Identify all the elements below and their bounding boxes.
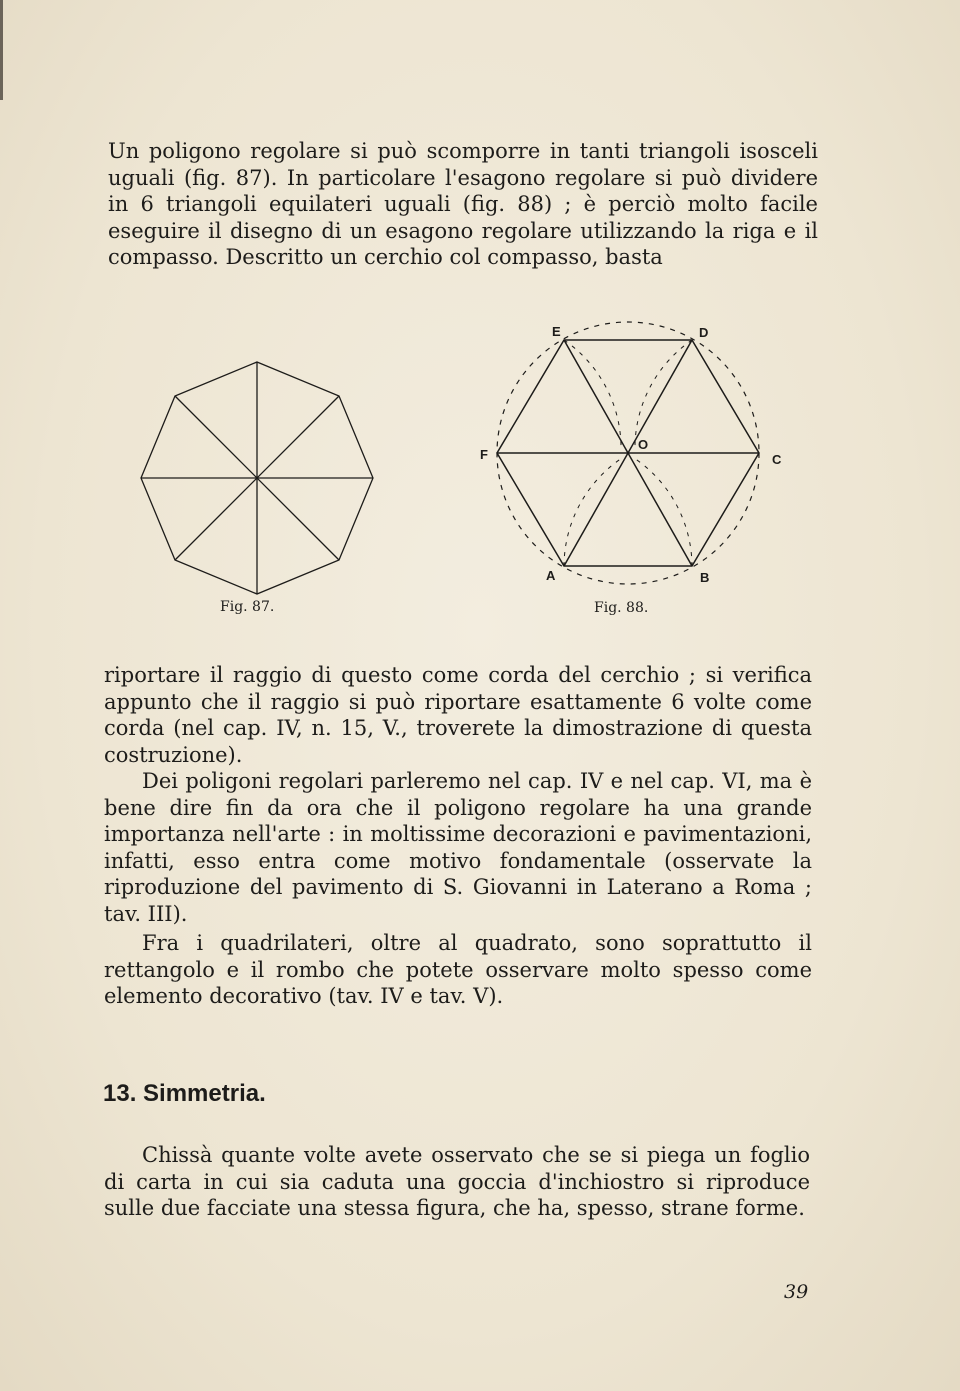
intro-paragraph: Un poligono regolare si può scomporre in tanti triangoli isosceli uguali (fig. 87). In particolare l'esagono regolare si può dividere in 6 triangoli equilateri uguali (fig. 88) ; è perciò molto facile eseguire il disegno di un esagono regolare utilizzando la riga e il compasso. Descritto un cerchio col compasso, basta (108, 139, 818, 269)
page-edge-shadow (0, 0, 3, 100)
point-b-label: B (700, 570, 710, 585)
page-number: 39 (784, 1281, 809, 1303)
point-a-label: A (546, 568, 556, 583)
point-f-label: F (480, 447, 488, 462)
body-paragraph: Dei poligoni regolari parleremo nel cap. IV e nel cap. VI, ma è bene dire fin da ora che il poligono regolare ha una grande importanza nell'arte : in moltissime decorazioni e pavimentazioni, infatti, esso entra come motivo fondamentale (osservate la riproduzione del pavimento di S. Giovanni in Laterano a Roma ; tav. III). (104, 769, 812, 926)
point-o-label: O (638, 437, 649, 452)
figure-87-caption: Fig. 87. (220, 599, 275, 615)
body-paragraph: Fra i quadrilateri, oltre al quadrato, sono soprattutto il rettangolo e il rombo che potete osservare molto spesso come elemento decorativo (tav. IV e tav. V). (104, 931, 812, 1008)
section-paragraph: Chissà quante volte avete osservato che se si piega un foglio di carta in cui sia caduta una goccia d'inchiostro si riproduce sulle due facciate una stessa figura, che ha, spesso, strane forme. (104, 1143, 810, 1220)
construction-arc-e (564, 340, 621, 451)
body-paragraph: riportare il raggio di questo come corda del cerchio ; si verifica appunto che il raggio si può riportare esattamente 6 volte come corda (nel cap. IV, n. 15, V., troverete la dimostrazione di questa costruzione). (104, 663, 812, 767)
figure-87-octagon (136, 352, 388, 604)
figure-88-caption: Fig. 88. (594, 600, 649, 616)
figure-88-hexagon (470, 318, 800, 598)
section-heading: 13. Simmetria. (103, 1080, 266, 1107)
point-d-label: D (699, 325, 709, 340)
point-c-label: C (772, 452, 782, 467)
point-e-label: E (552, 324, 561, 339)
construction-arc-d (635, 340, 692, 451)
